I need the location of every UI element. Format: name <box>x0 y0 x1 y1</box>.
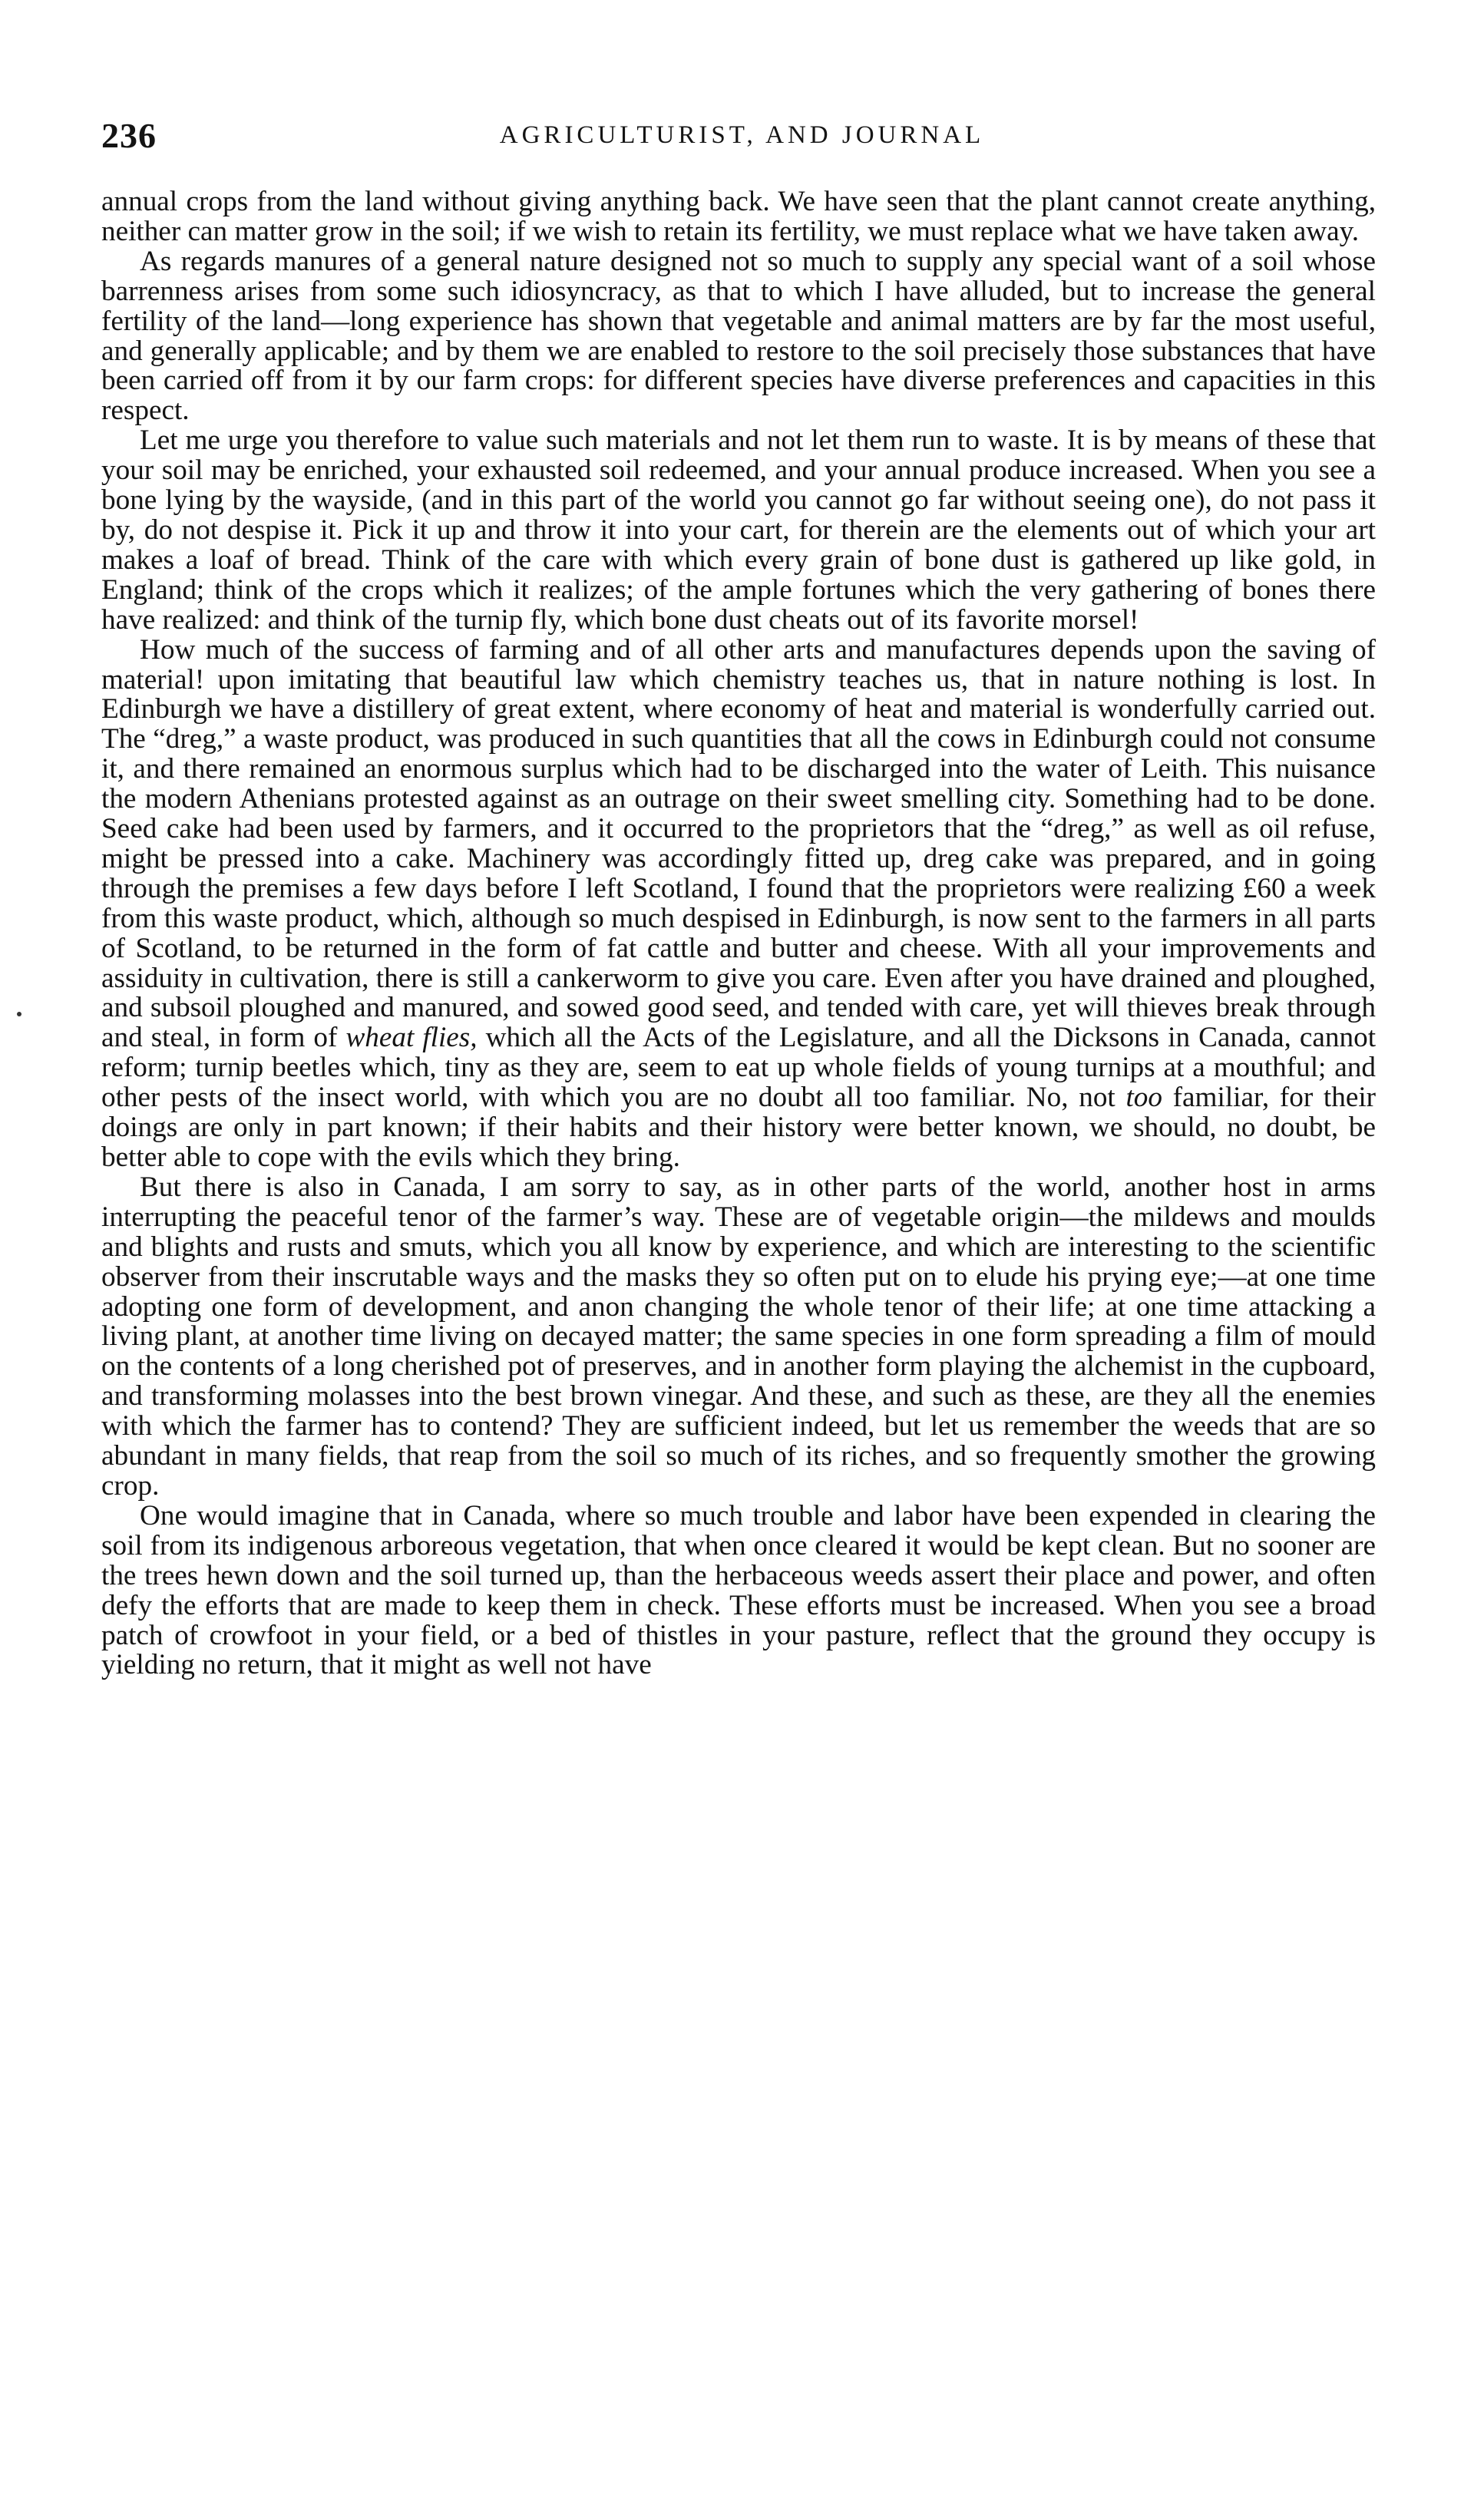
paragraph-1: annual crops from the land without giving anything back. We have seen that the plant cannot create anything, neither can matter grow in the soil; if we wish to retain its fertility, we must replace what we have taken away. <box>101 186 1376 247</box>
journal-title: AGRICULTURIST, AND JOURNAL <box>499 121 985 149</box>
emphasis-too: too <box>1125 1082 1162 1114</box>
paragraph-5: But there is also in Canada, I am sorry to say, as in other parts of the world, another host in arms interrupting the peaceful tenor of the farmer’s way. These are of vegetable origin—the mildews and moulds and blights and rusts and smuts, which you all know by experience, and which are interesting to the scientific observer from their inscrutable ways and the masks they so often put on to elude his prying eye;—at one time adopting one form of development, and anon changing the whole tenor of their life; at one time attacking a living plant, at another time living on decayed matter; the same species in one form spreading a film of mould on the contents of a long cherished pot of preserves, and in another form playing the alchemist in the cupboard, and transforming molasses into the best brown vinegar. And these, and such as these, are they all the enemies with which the farmer has to contend? They are sufficient indeed, but let us remember the weeds that are so abundant in many fields, that reap from the soil so much of its riches, and so frequently smother the growing crop. <box>101 1171 1376 1502</box>
paragraph-4 <box>101 633 1377 1173</box>
running-head <box>101 115 1383 161</box>
paragraph-4-text-continued: which all the Acts of the Legislature, and all the Dicksons in Canada, cannot reform; turnip beetles which, tiny as they are, seem to eat up whole fields of young turnips at a mouthful; and other pests of the insect world, with which you are no doubt all too familiar. No, not <box>101 1022 1377 1114</box>
margin-mark <box>17 1012 21 1016</box>
paragraph-6: One would imagine that in Canada, where so much trouble and labor have been expended in clearing the soil from its indigenous arboreous vegetation, that when once cleared it would be kept clean. But no sooner are the trees hewn down and the soil turned up, than the herbaceous weeds assert their place and power, and often defy the efforts that are made to keep them in check. These efforts must be increased. When you see a broad patch of crowfoot in your field, or a bed of thistles in your pasture, reflect that the ground they occupy is yielding no return, that it might as well not have <box>101 1499 1376 1681</box>
article-body <box>101 187 1376 1680</box>
page-number: 236 <box>101 116 157 155</box>
paragraph-2: As regards manures of a general nature designed not so much to supply any special want of a soil whose barrenness arises from some such idiosyncracy, as that to which I have alluded, but to increase the general fertility of the land—long experience has shown that vegetable and animal matters are by far the most useful, and generally applicable; and by them we are enabled to restore to the soil precisely those substances that have been carried off from it by our farm crops: for different species have diverse preferences and capacities in this respect. <box>101 245 1376 427</box>
paragraph-3: Let me urge you therefore to value such materials and not let them run to waste. It is by means of these that your soil may be enriched, your exhausted soil redeemed, and your annual produce increased. When you see a bone lying by the wayside, (and in this part of the world you cannot go far without seeing one), do not pass it by, do not despise it. Pick it up and throw it into your cart, for therein are the elements out of which your art makes a loaf of bread. Think of the care with which every grain of bone dust is gathered up like gold, in England; think of the crops which it realizes; of the ample fortunes which the very gathering of bones there have realized: and think of the turnip fly, which bone dust cheats out of its favorite morsel! <box>101 425 1376 636</box>
paragraph-4-text-end: familiar, for their doings are only in part known; if their habits and their history were better known, we should, no doubt, be better able to cope with the evils which they bring. <box>101 1082 1377 1173</box>
emphasis-wheat-flies: wheat flies, <box>345 1022 478 1054</box>
paragraph-4-text: How much of the success of farming and of all other arts and manufactures depends upon the saving of material! upon imitating that beautiful law which chemistry teaches us, that in nature nothing is lost. In Edinburgh we have a distillery of great extent, where economy of heat and material is wonderfully carried out. The “dreg,” a waste product, was produced in such quantities that all the cows in Edinburgh could not consume it, and there remained an enormous surplus which had to be discharged into the water of Leith. This nuisance the modern Athenians protested against as an outrage on their sweet smelling city. Something had to be done. Seed cake had been used by farmers, and it occurred to the proprietors that the “dreg,” as well as oil refuse, might be pressed into a cake. Machinery was accordingly fitted up, dreg cake was prepared, and in going through the premises a few days before I left Scotland, I found that the proprietors were realizing £60 a week from this waste product, which, although so much despised in Edinburgh, is now sent to the farmers in all parts of Scotland, to be returned in the form of fat cattle and butter and cheese. With all your improvements and assiduity in cultivation, there is still a cankerworm to give you care. Even after you have drained and ploughed, and subsoil ploughed and manured, and sowed good seed, and tended with care, yet will thieves break through and steal, in form of <box>101 633 1376 1054</box>
